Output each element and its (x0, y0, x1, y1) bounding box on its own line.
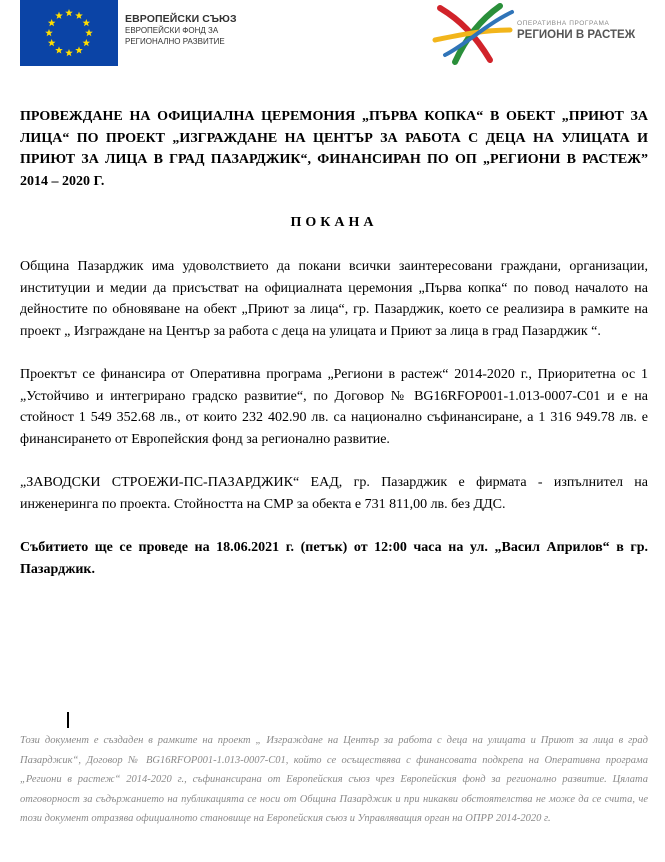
eu-logo-subtitle-1: ЕВРОПЕЙСКИ ФОНД ЗА (125, 26, 219, 35)
eu-star (83, 39, 91, 46)
document-header (0, 0, 665, 80)
paragraph-financing: Проектът се финансира от Оперативна програма „Региони в растеж“ 2014-2020 г., Приоритетна ос 1 „Устойчиво и интегрирано градско развитие“, по Договор № BG16RFOP001-1.013-0007-C01 и е на стойност 1 549 352.68 лв., от които 232 402.90 лв. са национално съфинансиране, а 1 316 949.78 лв. е финансирането от Европейския фонд за регионално развитие. (20, 367, 648, 447)
eu-star (55, 12, 63, 19)
invitation-heading: ПОКАНА (290, 215, 378, 230)
eu-star (65, 9, 73, 16)
footer-disclaimer: Този документ е създаден в рамките на проект „ Изграждане на Център за работа с деца на улицата и Приют за лица в град Пазарджик“, Договор № BG16RFOP001-1.013-0007-C01, който се осъществява с финансовата подкрепа на Оперативна програма „Региони в растеж“ 2014-2020 г., съфинансирана от Европейския съюз чрез Европейския фонд за регионално развитие. Цялата отговорност за съдържанието на публикацията се носи от Община Пазарджик и при никакви обстоятелства не може да се счита, че този документ отразява официалното становище на Европейския съюз и Управляващия орган на ОПРР 2014-2020 г. (20, 735, 648, 824)
eu-star (75, 46, 83, 53)
eu-logo-title: ЕВРОПЕЙСКИ СЪЮЗ (125, 13, 237, 25)
eu-star (55, 46, 63, 53)
eu-star (75, 12, 83, 19)
document-body (20, 106, 648, 580)
eu-star (83, 19, 91, 26)
program-logo-text (517, 20, 635, 41)
paragraph-invitation: Община Пазарджик има удоволствието да покани всички заинтересовани граждани, организации, институции и медии да присъстват на официалната церемония „Първа копка“ по повод началото на дейностите по обновяване на обект „Приют за лица“, гр. Пазарджик, което се реализира в рамките на проект „ Изграждане на Център за работа с деца на улицата и Приют за лица в град Пазарджик “. (20, 259, 648, 339)
eu-logo-text (125, 13, 237, 47)
eu-star (65, 49, 73, 56)
regioni-v-rastezh-logo-icon (430, 0, 520, 66)
document-title: ПРОВЕЖДАНЕ НА ОФИЦИАЛНА ЦЕРЕМОНИЯ „ПЪРВА КОПКА“ В ОБЕКТ „ПРИЮТ ЗА ЛИЦА“ ПО ПРОЕКТ „ИЗГРАЖДАНЕ НА ЦЕНТЪР ЗА РАБОТА С ДЕЦА НА УЛИЦАТА И ПРИЮТ ЗА ЛИЦА В ГРАД ПАЗАРДЖИК“, ФИНАНСИРАН ПО ОП „РЕГИОНИ В РАСТЕЖ” 2014 – 2020 Г. (20, 109, 648, 189)
paragraph-contractor: „ЗАВОДСКИ СТРОЕЖИ-ПС-ПАЗАРДЖИК“ ЕАД, гр. Пазарджик е фирмата - изпълнител на инженеринга по проекта. Стойността на СМР за обекта е 731 811,00 лв. без ДДС. (20, 475, 648, 512)
text-cursor (67, 712, 69, 728)
program-logo-small-label: ОПЕРАТИВНА ПРОГРАМА (517, 20, 610, 27)
eu-flag-logo (20, 0, 118, 66)
eu-logo-subtitle-2: РЕГИОНАЛНО РАЗВИТИЕ (125, 37, 225, 46)
program-logo-big-label: РЕГИОНИ В РАСТЕЖ (517, 29, 636, 41)
eu-star (48, 39, 56, 46)
eu-stars-icon (20, 0, 118, 66)
eu-star (45, 29, 53, 36)
eu-star (85, 29, 93, 36)
event-notice: Събитието ще се проведе на 18.06.2021 г. (петък) от 12:00 часа на ул. „Васил Априлов“ в гр. Пазарджик. (20, 540, 648, 577)
eu-star (48, 19, 56, 26)
